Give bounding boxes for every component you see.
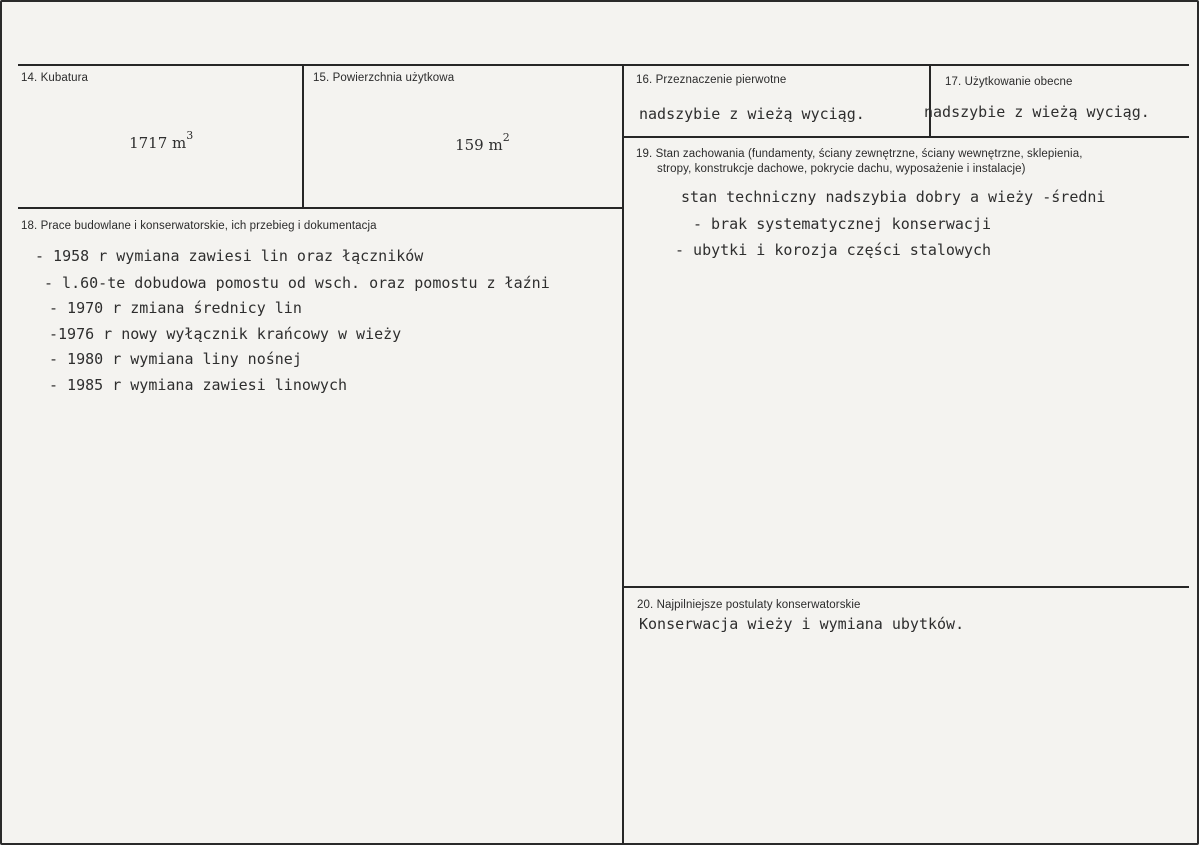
divider-14-15 xyxy=(302,64,304,208)
field-16-label: 16. Przeznaczenie pierwotne xyxy=(636,74,787,86)
field-18-label: 18. Prace budowlane i konserwatorskie, ich przebieg i dokumentacja xyxy=(21,220,377,232)
field-17-value: nadszybie z wieżą wyciąg. xyxy=(924,103,1150,121)
divider-above-20 xyxy=(622,586,1189,588)
field-19-label-line-2: stropy, konstrukcje dachowe, pokrycie dachu, wyposażenie i instalacje) xyxy=(657,163,1026,175)
divider-under-14-15 xyxy=(18,207,624,209)
area-unit: m xyxy=(488,136,503,154)
field-19-label-line-1: 19. Stan zachowania (fundamenty, ściany zewnętrzne, ściany wewnętrzne, sklepienia, xyxy=(636,148,1083,160)
field-16-value: nadszybie z wieżą wyciąg. xyxy=(639,105,865,123)
area-number: 159 xyxy=(455,136,484,154)
divider-16-17 xyxy=(929,64,931,138)
divider-top xyxy=(18,64,1189,66)
works-line: - l.60-te dobudowa pomostu od wsch. oraz pomostu z łaźni xyxy=(44,274,550,292)
condition-line: - brak systematycznej konserwacji xyxy=(693,215,992,233)
condition-line: - ubytki i korozja części stalowych xyxy=(675,241,992,259)
works-line: - 1980 r wymiana liny nośnej xyxy=(49,350,302,368)
field-14-value xyxy=(110,114,193,170)
cubature-exponent: 3 xyxy=(186,129,194,142)
divider-under-16-17 xyxy=(622,136,1189,138)
field-20-value: Konserwacja wieży i wymiana ubytków. xyxy=(639,615,965,633)
works-line: - 1970 r zmiana średnicy lin xyxy=(49,299,302,317)
divider-left-right xyxy=(622,64,624,844)
works-line: -1976 r nowy wyłącznik krańcowy w wieży xyxy=(49,325,402,343)
field-15-label: 15. Powierzchnia użytkowa xyxy=(313,72,455,84)
field-15-value xyxy=(436,116,510,172)
field-17-label: 17. Użytkowanie obecne xyxy=(945,76,1073,88)
cubature-number: 1717 xyxy=(129,134,168,152)
works-line: - 1958 r wymiana zawiesi lin oraz łączników xyxy=(35,247,424,265)
area-exponent: 2 xyxy=(502,131,510,144)
field-14-label: 14. Kubatura xyxy=(21,72,89,84)
cubature-unit: m xyxy=(172,134,187,152)
works-line: - 1985 r wymiana zawiesi linowych xyxy=(49,376,348,394)
condition-line: stan techniczny nadszybia dobry a wieży -średni xyxy=(681,188,1106,206)
field-20-label: 20. Najpilniejsze postulaty konserwatorskie xyxy=(637,599,861,611)
